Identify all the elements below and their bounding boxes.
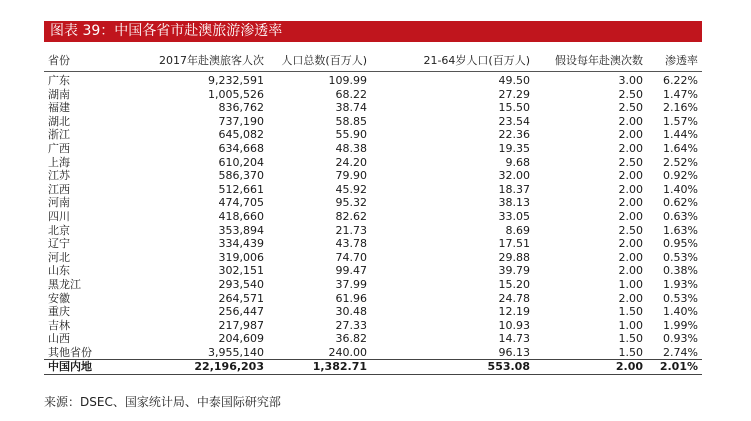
cell-population-21-64: 9.68 bbox=[505, 155, 530, 169]
header-annual-visits: 假设每年赴澳次数 bbox=[534, 49, 647, 72]
cell-population-21-64: 22.36 bbox=[498, 128, 530, 142]
cell-annual-visits: 2.00 bbox=[618, 291, 643, 305]
cell-annual-visits: 1.50 bbox=[618, 345, 643, 359]
cell-visitors: 512,661 bbox=[218, 182, 264, 196]
cell-annual-visits: 1.50 bbox=[618, 305, 643, 319]
table-row bbox=[44, 332, 702, 346]
cell-visitors: 293,540 bbox=[218, 277, 264, 291]
cell-population-21-64: 29.88 bbox=[498, 250, 530, 264]
cell-population-21-64: 33.05 bbox=[498, 209, 530, 223]
cell-population-21-64: 24.78 bbox=[498, 291, 530, 305]
cell-population: 95.32 bbox=[335, 196, 367, 210]
cell-population: 38.74 bbox=[335, 101, 367, 115]
table-row bbox=[44, 196, 702, 210]
cell-population: 27.33 bbox=[335, 318, 367, 332]
cell-penetration-rate: 1.63% bbox=[663, 223, 698, 237]
cell-population-21-64: 17.51 bbox=[498, 237, 530, 251]
cell-visitors: 610,204 bbox=[218, 155, 264, 169]
cell-penetration-rate: 0.53% bbox=[663, 291, 698, 305]
cell-visitors: 204,609 bbox=[218, 332, 264, 346]
cell-population-21-64: 14.73 bbox=[498, 332, 530, 346]
cell-province: 山东 bbox=[48, 264, 70, 278]
cell-province: 其他省份 bbox=[48, 345, 92, 359]
cell-annual-visits: 2.00 bbox=[618, 237, 643, 251]
cell-penetration-rate: 1.57% bbox=[663, 114, 698, 128]
cell-annual-visits: 3.00 bbox=[618, 74, 643, 87]
cell-population: 45.92 bbox=[335, 182, 367, 196]
cell-visitors: 634,668 bbox=[218, 141, 264, 155]
cell-province: 山西 bbox=[48, 332, 70, 346]
cell-province: 河南 bbox=[48, 196, 70, 210]
table-row bbox=[44, 264, 702, 278]
total-annual-visits: 2.00 bbox=[534, 360, 647, 375]
cell-penetration-rate: 2.74% bbox=[663, 345, 698, 359]
table-row bbox=[44, 346, 702, 360]
cell-province: 黑龙江 bbox=[48, 277, 81, 291]
total-penetration-rate: 2.01% bbox=[647, 360, 702, 375]
cell-annual-visits: 2.00 bbox=[618, 196, 643, 210]
table-title: 图表 39：中国各省市赴澳旅游渗透率 bbox=[44, 21, 702, 42]
cell-penetration-rate: 1.44% bbox=[663, 128, 698, 142]
table-row bbox=[44, 72, 702, 88]
cell-province: 河北 bbox=[48, 250, 70, 264]
cell-visitors: 645,082 bbox=[218, 128, 264, 142]
cell-annual-visits: 2.50 bbox=[618, 155, 643, 169]
cell-population-21-64: 49.50 bbox=[498, 74, 530, 87]
cell-visitors: 334,439 bbox=[218, 237, 264, 251]
cell-annual-visits: 2.00 bbox=[618, 141, 643, 155]
table-row bbox=[44, 169, 702, 183]
cell-visitors: 319,006 bbox=[218, 250, 264, 264]
header-penetration-rate: 渗透率 bbox=[647, 49, 702, 72]
cell-province: 福建 bbox=[48, 101, 70, 115]
cell-province: 江苏 bbox=[48, 169, 70, 183]
table-row bbox=[44, 278, 702, 292]
cell-province: 上海 bbox=[48, 155, 70, 169]
cell-population: 58.85 bbox=[335, 114, 367, 128]
cell-penetration-rate: 0.62% bbox=[663, 196, 698, 210]
table-row bbox=[44, 224, 702, 238]
cell-visitors: 3,955,140 bbox=[208, 345, 264, 359]
cell-province: 广东 bbox=[48, 74, 70, 87]
cell-population-21-64: 39.79 bbox=[498, 264, 530, 278]
cell-annual-visits: 2.00 bbox=[618, 114, 643, 128]
header-province: 省份 bbox=[44, 49, 106, 72]
cell-visitors: 1,005,526 bbox=[208, 87, 264, 101]
total-row bbox=[44, 360, 702, 375]
cell-visitors: 9,232,591 bbox=[208, 74, 264, 87]
cell-penetration-rate: 0.38% bbox=[663, 264, 698, 278]
cell-population-21-64: 15.20 bbox=[498, 277, 530, 291]
cell-population: 43.78 bbox=[335, 237, 367, 251]
cell-annual-visits: 2.00 bbox=[618, 169, 643, 183]
cell-population-21-64: 10.93 bbox=[498, 318, 530, 332]
cell-annual-visits: 2.00 bbox=[618, 209, 643, 223]
cell-population-21-64: 23.54 bbox=[498, 114, 530, 128]
cell-penetration-rate: 1.47% bbox=[663, 87, 698, 101]
cell-province: 湖南 bbox=[48, 87, 70, 101]
cell-population-21-64: 8.69 bbox=[505, 223, 530, 237]
cell-penetration-rate: 0.63% bbox=[663, 209, 698, 223]
cell-population-21-64: 38.13 bbox=[498, 196, 530, 210]
cell-annual-visits: 1.00 bbox=[618, 318, 643, 332]
total-population: 1,382.71 bbox=[268, 360, 371, 375]
table-row bbox=[44, 183, 702, 197]
table-row bbox=[44, 210, 702, 224]
table-row bbox=[44, 237, 702, 251]
cell-visitors: 302,151 bbox=[218, 264, 264, 278]
table-row bbox=[44, 128, 702, 142]
cell-population: 48.38 bbox=[335, 141, 367, 155]
table-row bbox=[44, 101, 702, 115]
cell-penetration-rate: 2.16% bbox=[663, 101, 698, 115]
cell-visitors: 264,571 bbox=[218, 291, 264, 305]
cell-visitors: 353,894 bbox=[218, 223, 264, 237]
cell-annual-visits: 2.00 bbox=[618, 250, 643, 264]
cell-province: 辽宁 bbox=[48, 237, 70, 251]
cell-province: 安徽 bbox=[48, 291, 70, 305]
total-population-21-64: 553.08 bbox=[371, 360, 534, 375]
table-row bbox=[44, 88, 702, 102]
cell-population-21-64: 19.35 bbox=[498, 141, 530, 155]
table-row bbox=[44, 115, 702, 129]
cell-annual-visits: 1.50 bbox=[618, 332, 643, 346]
cell-population: 79.90 bbox=[335, 169, 367, 183]
cell-visitors: 256,447 bbox=[218, 305, 264, 319]
penetration-table bbox=[44, 49, 702, 375]
cell-population: 61.96 bbox=[335, 291, 367, 305]
header-row bbox=[44, 49, 702, 72]
cell-population: 82.62 bbox=[335, 209, 367, 223]
cell-population: 74.70 bbox=[335, 250, 367, 264]
cell-province: 北京 bbox=[48, 223, 70, 237]
cell-population: 30.48 bbox=[335, 305, 367, 319]
cell-population: 99.47 bbox=[335, 264, 367, 278]
table-row bbox=[44, 142, 702, 156]
cell-penetration-rate: 0.93% bbox=[663, 332, 698, 346]
cell-penetration-rate: 0.53% bbox=[663, 250, 698, 264]
table-row bbox=[44, 156, 702, 170]
cell-province: 四川 bbox=[48, 209, 70, 223]
cell-province: 湖北 bbox=[48, 114, 70, 128]
cell-annual-visits: 2.00 bbox=[618, 128, 643, 142]
header-population-21-64: 21-64岁人口(百万人) bbox=[371, 49, 534, 72]
cell-visitors: 586,370 bbox=[218, 169, 264, 183]
cell-visitors: 217,987 bbox=[218, 318, 264, 332]
cell-population: 55.90 bbox=[335, 128, 367, 142]
cell-province: 重庆 bbox=[48, 305, 70, 319]
cell-annual-visits: 2.50 bbox=[618, 87, 643, 101]
cell-population: 36.82 bbox=[335, 332, 367, 346]
cell-population: 240.00 bbox=[328, 345, 367, 359]
cell-province: 广西 bbox=[48, 141, 70, 155]
cell-province: 江西 bbox=[48, 182, 70, 196]
cell-penetration-rate: 1.64% bbox=[663, 141, 698, 155]
cell-province: 浙江 bbox=[48, 128, 70, 142]
cell-visitors: 474,705 bbox=[218, 196, 264, 210]
cell-population-21-64: 18.37 bbox=[498, 182, 530, 196]
cell-population-21-64: 32.00 bbox=[498, 169, 530, 183]
cell-population: 24.20 bbox=[335, 155, 367, 169]
total-visitors: 22,196,203 bbox=[106, 360, 268, 375]
cell-annual-visits: 2.00 bbox=[618, 182, 643, 196]
cell-visitors: 418,660 bbox=[218, 209, 264, 223]
table-row bbox=[44, 319, 702, 333]
cell-visitors: 737,190 bbox=[218, 114, 264, 128]
table-row bbox=[44, 251, 702, 265]
header-visitors-2017: 2017年赴澳旅客人次 bbox=[106, 49, 268, 72]
cell-annual-visits: 2.50 bbox=[618, 101, 643, 115]
cell-population: 68.22 bbox=[335, 87, 367, 101]
cell-population: 109.99 bbox=[328, 74, 367, 87]
cell-annual-visits: 2.00 bbox=[618, 264, 643, 278]
cell-penetration-rate: 1.99% bbox=[663, 318, 698, 332]
total-province: 中国内地 bbox=[44, 360, 106, 375]
cell-population-21-64: 27.29 bbox=[498, 87, 530, 101]
cell-annual-visits: 1.00 bbox=[618, 277, 643, 291]
cell-population-21-64: 96.13 bbox=[498, 345, 530, 359]
cell-population-21-64: 15.50 bbox=[498, 101, 530, 115]
cell-penetration-rate: 1.40% bbox=[663, 182, 698, 196]
source-note: 来源：DSEC、国家统计局、中泰国际研究部 bbox=[44, 395, 281, 409]
cell-penetration-rate: 1.40% bbox=[663, 305, 698, 319]
table-row bbox=[44, 305, 702, 319]
cell-population: 21.73 bbox=[335, 223, 367, 237]
cell-penetration-rate: 1.93% bbox=[663, 277, 698, 291]
cell-province: 吉林 bbox=[48, 318, 70, 332]
cell-penetration-rate: 0.92% bbox=[663, 169, 698, 183]
table-row bbox=[44, 292, 702, 306]
cell-annual-visits: 2.50 bbox=[618, 223, 643, 237]
header-total-population: 人口总数(百万人) bbox=[268, 49, 371, 72]
cell-visitors: 836,762 bbox=[218, 101, 264, 115]
cell-population-21-64: 12.19 bbox=[498, 305, 530, 319]
cell-penetration-rate: 2.52% bbox=[663, 155, 698, 169]
cell-population: 37.99 bbox=[335, 277, 367, 291]
cell-penetration-rate: 6.22% bbox=[663, 74, 698, 87]
cell-penetration-rate: 0.95% bbox=[663, 237, 698, 251]
